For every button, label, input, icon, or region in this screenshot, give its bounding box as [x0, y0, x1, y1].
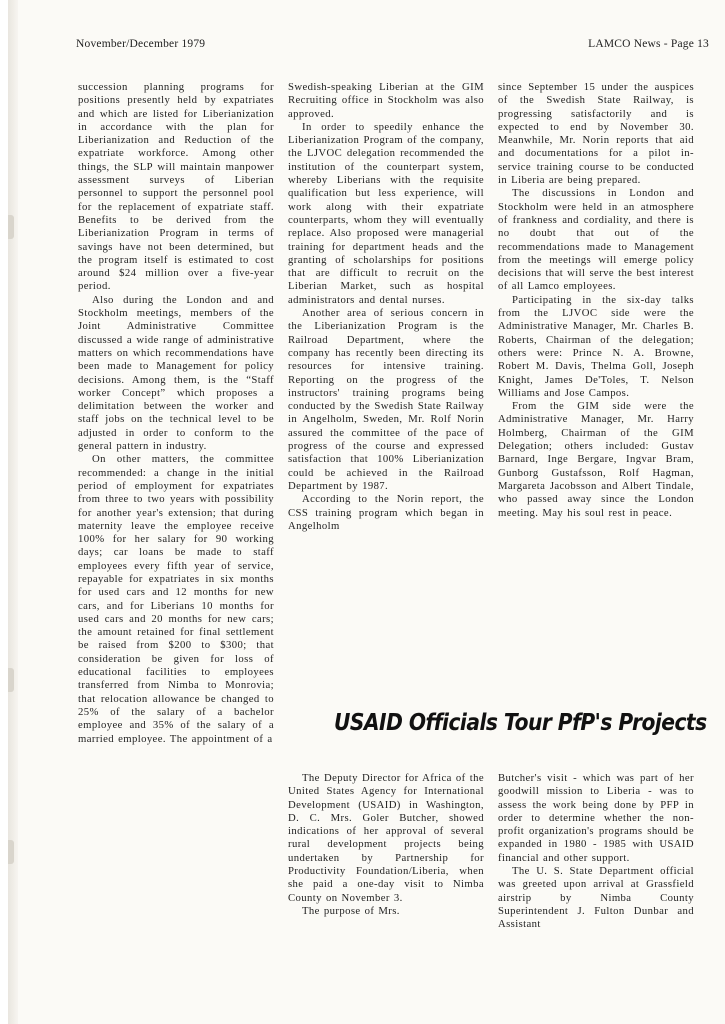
paragraph: In order to speedily enhance the Liberianization Program of the company, the LJVOC delegation recommended the institution of the counterpart system, whereby Liberians with the requisite qualification but less experience, will work along with their expatriate counterparts, whom they will eventually replace. Also proposed were managerial training for department heads and the granting of scholarships for positions that are difficult to recruit on the Liberian Market, such as hospital administrators and dental nurses.: [288, 120, 484, 306]
binding-tab: [8, 668, 14, 692]
article-column-1: [78, 81, 274, 746]
paragraph: From the GIM side were the Administrative Manager, Mr. Harry Holmberg, Chairman of the GIM Delegation; others included: Gustav Barnard, Inge Bergare, Ingvar Bram, Gunborg Gustafsson, Rolf Hagman, Margareta Jacobsson and Albert Tindale, who passed away since the London meeting. May his soul rest in peace.: [498, 400, 694, 519]
binding-tab: [8, 215, 14, 239]
newsletter-page: [8, 0, 725, 1024]
paragraph: Also during the London and and Stockholm meetings, members of the Joint Administrative Committee discussed a wide range of administrative matters on which recommendations have been made to Management for policy decisions. Among them, is the “Staff worker Concept” which proposes a delimitation between the worker and staff jobs on the technical level to be adjusted in order to conform to the general pattern in industry.: [78, 293, 274, 453]
paragraph: Swedish-speaking Liberian at the GIM Recruiting office in Stockholm was also approved.: [288, 81, 484, 120]
paragraph: The discussions in London and Stockholm were held in an atmosphere of frankness and cordiality, and there is no doubt that out of the recommendations made to Management from the meetings will emerge policy decisions that will serve the best interest of all Lamco employees.: [498, 187, 694, 293]
paragraph: Another area of serious concern in the Liberianization Program is the Railroad Department, where the company has recently been directing its resources for intensive training. Reporting on the progress of the instructors' training programs being conducted by the Swedish State Railway in Angelholm, Sweden, Mr. Rolf Norin assured the committee of the pace of progress of the course and expressed satisfaction that 100% Liberianization could be achieved in the Railroad Department by 1987.: [288, 307, 484, 492]
paragraph: The purpose of Mrs.: [302, 904, 400, 917]
issue-date: November/December 1979: [76, 38, 206, 50]
article-headline: USAID Officials Tour PfP's Projects: [334, 708, 707, 736]
page-binding-edge: [8, 0, 18, 1024]
usaid-article-column-1: [288, 772, 484, 918]
binding-tab: [8, 840, 14, 864]
paragraph: succession planning programs for positions presently held by expatriates and which are listed for Liberianization in accordance with the plan for Liberianization and Reduction of the expatriate workforce. Among other things, the SLP will maintain manpower assessment surveys of Liberian personnel to support the personnel pool for the replacement of expatriate staff. Benefits to be derived from the Liberianization Program in terms of savings have not been determined, but the program itself is estimated to cost around $24 million over a five-year period.: [78, 81, 274, 293]
paragraph: Butcher's visit - which was part of her goodwill mission to Liberia - was to assess the work being done by PFP in order to determine whether the non-profit organization's programs should be expanded in 1980 - 1985 with USAID financial and other support.: [498, 772, 694, 864]
paragraph: The U. S. State Department official was greeted upon arrival at Grassfield airstrip by Nimba County Superintendent J. Fulton Dunbar and Assistant: [498, 865, 694, 931]
article-column-2: [288, 81, 484, 533]
article-column-3: [498, 81, 694, 520]
page-label: LAMCO News - Page 13: [588, 38, 709, 50]
paragraph: Participating in the six-day talks from the LJVOC side were the Administrative Manager, Mr. Charles B. Roberts, Chairman of the delegation; others were: Prince N. A. Browne, Robert M. Davis, Thelma Goll, Joseph Knight, James De'Toles, T. Nelson Williams and Jose Campos.: [498, 293, 694, 399]
paragraph: since September 15 under the auspices of the Swedish State Railway, is progressing satisfactorily and is expected to end by November 30. Meanwhile, Mr. Norin reports that aid and documentations for a pilot in-service training course to be conducted in Liberia are being prepared.: [498, 81, 694, 187]
usaid-article-column-2: [498, 772, 694, 932]
paragraph: On other matters, the committee recommended: a change in the initial period of employment for expatriates from three to two years with possibility for another year's extension; that during maternity leave the employee receive 100% for her salary for 90 working days; car loans be made to staff employees every fifth year of service, repayable for expatriates in six months for used cars and 12 months for new cars, and for Liberians 10 months for used cars and 20 months for new cars; the amount retained for final settlement be raised from $200 to $300; that consideration be given for loss of educational facilities to employees transferred from Nimba to Monrovia; that relocation allowance be changed to 25% of the salary of a bachelor employee and 35% of the salary of a married employee. The appointment of a: [78, 453, 274, 745]
paragraph: According to the Norin report, the CSS training program which began in Angelholm: [288, 493, 484, 532]
paragraph: The Deputy Director for Africa of the United States Agency for International Development (USAID) in Washington, D. C. Mrs. Goler Butcher, showed indications of her approval of several rural development projects being undertaken by Partnership for Productivity Foundation/Liberia, when she paid a one-day visit to Nimba County on November 3.: [288, 772, 484, 904]
